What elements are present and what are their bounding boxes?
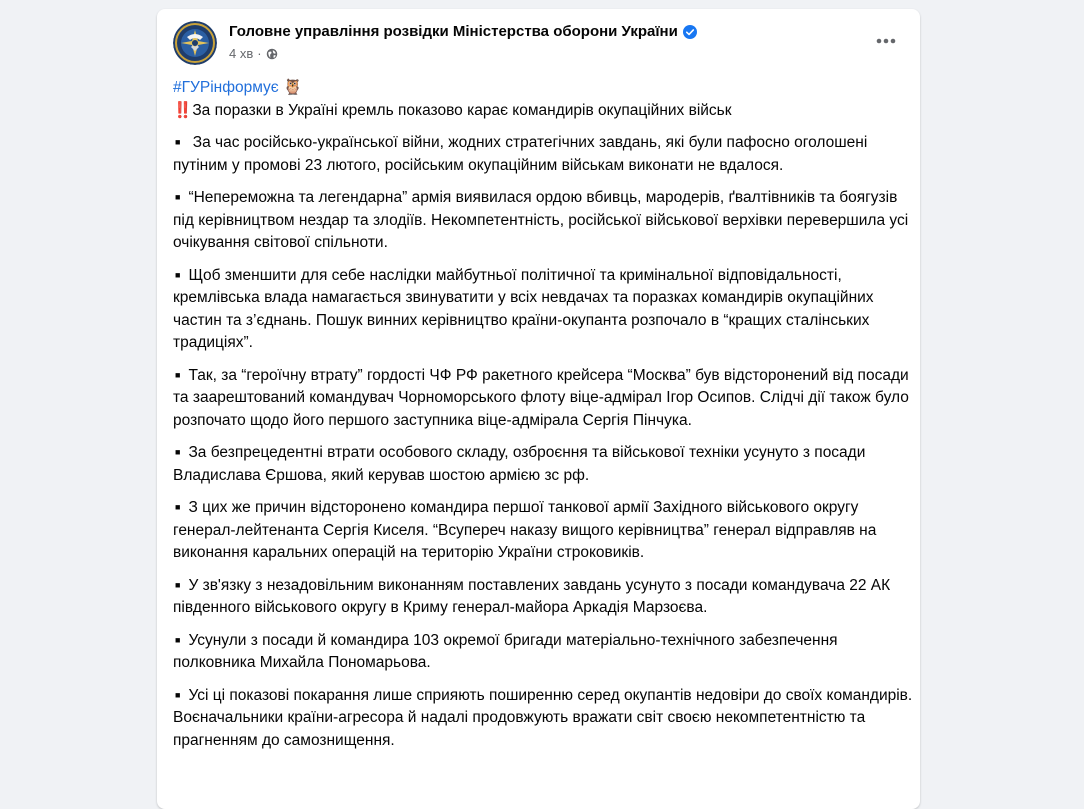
paragraph-text: Усі ці показові покарання лише сприяють поширенню серед окупантів недовіри до своїх командирів. Воєначальники країни-агресора й надалі продовжують вражати світ своєю некомпетентністю та прагненням до самознищення. [173, 686, 913, 749]
author-line [229, 23, 697, 40]
bullet-icon: ■ [175, 369, 181, 380]
bullet-icon: ■ [175, 447, 181, 457]
bullet-icon: ■ [175, 689, 181, 700]
paragraph-1 [173, 131, 913, 177]
paragraph-7 [173, 574, 913, 620]
paragraph-text: Усунули з посади й командира 103 окремої бригади матеріально-технічного забезпечення полковника Михайла Пономарьова. [173, 631, 838, 671]
post-timestamp[interactable]: 4 хв [229, 46, 254, 61]
bullet-icon: ■ [175, 269, 181, 280]
paragraph-text: З цих же причин відсторонено командира першої танкової армії Західного військового округу генерал-лейтенанта Сергія Киселя. “Всупереч наказу вищого керівництва” генерал відправляв на виконання каральних операцій на територію України строковиків. [173, 499, 877, 561]
paragraph-4 [173, 364, 913, 433]
paragraph-text: “Непереможна та легендарна” армія виявилася ордою вбивць, мародерів, ґвалтівників та боягузів під керівництвом нездар та злодіїв. Некомпетентність, російської військової верхівки перевершила усі очікування світової спільноти. [173, 189, 909, 251]
paragraph-6 [173, 496, 913, 565]
paragraph-text: Щоб зменшити для себе наслідки майбутньої політичної та кримінальної відповідальності, кремлівська влада намагається звинуватити у всіх невдачах та поразках командирів окупаційних частин та з’єднань. Пошук винних керівництво країни-окупанта розпочало в “кращих сталінських традиціях”. [173, 266, 874, 351]
paragraph-2 [173, 186, 913, 255]
owl-emoji: 🦉 [283, 79, 303, 96]
bullet-icon: ■ [175, 634, 181, 645]
paragraph-text: За час російсько-української війни, жодних стратегічних завдань, які були пафосно оголошені путіним у промові 23 лютого, російським окупаційним військам виконати не вдалося. [173, 134, 868, 174]
post-header [173, 21, 904, 65]
bullet-icon: ■ [175, 192, 181, 202]
post-headline [173, 100, 913, 123]
bullet-icon: ■ [175, 502, 181, 512]
post-body [173, 77, 913, 761]
globe-icon[interactable] [266, 48, 278, 60]
more-options-icon [876, 38, 896, 44]
intelligence-emblem-icon [173, 21, 217, 65]
post-card [157, 9, 920, 809]
more-options-button[interactable] [868, 23, 904, 59]
double-exclamation-emoji: ‼️ [173, 101, 191, 119]
author-name[interactable]: Головне управління розвідки Міністерства оборони України [229, 23, 678, 40]
bullet-icon: ■ [175, 137, 181, 147]
paragraph-text: За безпрецедентні втрати особового складу, озброєння та військової техніки усунуто з посади Владислава Єршова, який керував шостою армією зс рф. [173, 444, 866, 484]
meta-separator: · [257, 46, 262, 61]
verified-badge-icon [683, 25, 697, 39]
paragraph-3 [173, 264, 913, 355]
hashtag-line [173, 77, 913, 100]
paragraph-9 [173, 684, 913, 753]
page-avatar[interactable] [173, 21, 217, 65]
headline-text: За поразки в Україні кремль показово карає командирів окупаційних військ [192, 101, 732, 119]
paragraph-5 [173, 441, 913, 487]
post-meta [229, 46, 278, 61]
bullet-icon: ■ [175, 579, 181, 590]
paragraph-text: Так, за “героїчну втрату” гордості ЧФ РФ ракетного крейсера “Москва” був відсторонений від посади та заарештований командувач Чорноморського флоту віце-адмірал Ігор Осипов. Слідчі дії також було розпочато щодо його першого заступника віце-адмірала Сергія Пінчука. [173, 366, 909, 429]
paragraph-text: У зв'язку з незадовільним виконанням поставлених завдань усунуто з посади командувача 22 АК південного військового округу в Криму генерал-майора Аркадія Марзоєва. [173, 576, 891, 616]
paragraph-8 [173, 629, 913, 675]
hashtag-link[interactable]: #ГУРінформує [173, 79, 279, 96]
